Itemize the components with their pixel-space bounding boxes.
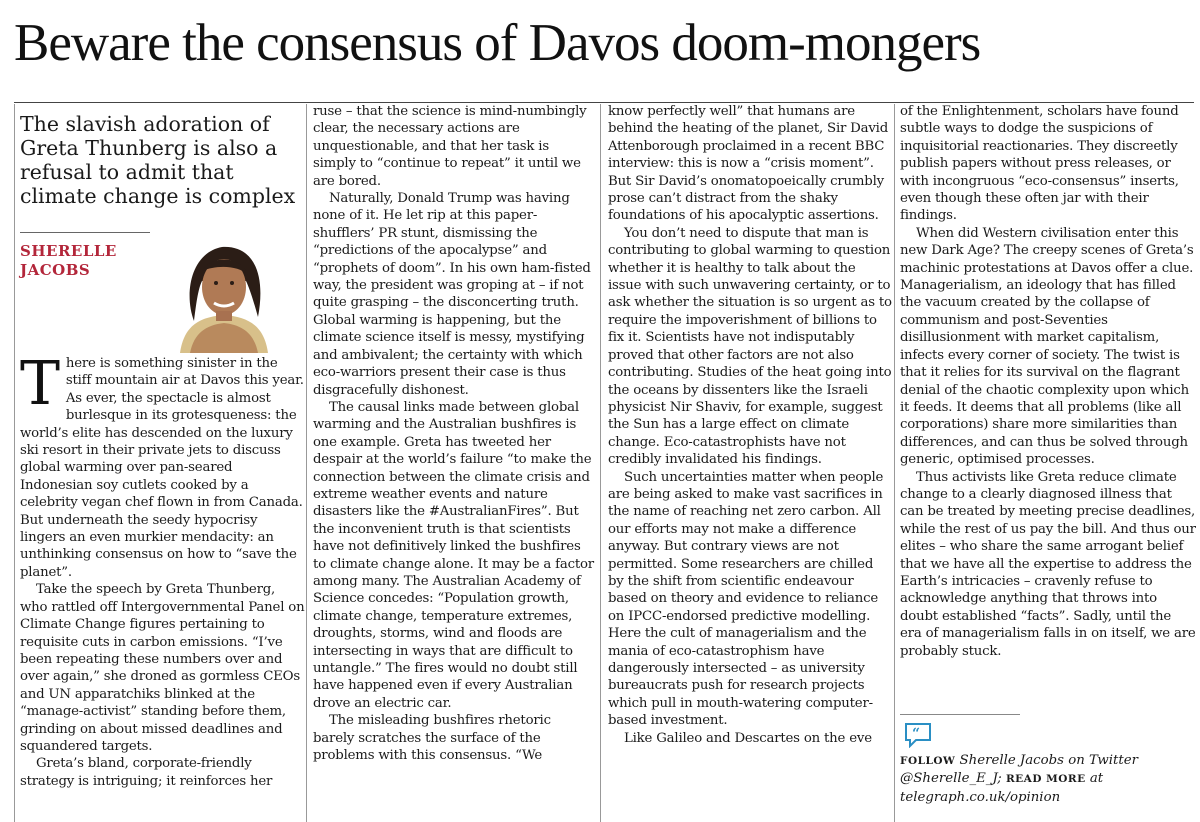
article-column-2 [313, 103, 595, 764]
column-divider [306, 104, 307, 822]
paragraph: Thus activists like Greta reduce climate change to a clearly diagnosed illness that can be treated by meeting precise deadlines, while the rest of us pay the bill. And thus our elites – who share the same arrogant belief that we have all the expertise to address the Earth’s intricacies – cravenly refuse to acknowledge anything that throws into doubt established “facts”. Sadly, until the era of managerialism falls in on itself, we are probably stuck. [900, 469, 1196, 659]
byline [20, 242, 140, 280]
paragraph: The causal links made between global warming and the Australian bushfires is one example. Greta has tweeted her despair at the world’s failure “to make the connection between the climate crisis and extreme weather events and nature disasters like the #AustralianFires”. But the inconvenient truth is that scientists have not definitively linked the bushfires to climate change alone. It may be a factor among many. The Australian Academy of Science concedes: “Population growth, climate change, temperature extremes, droughts, storms, wind and floods are intersecting in ways that are difficult to untangle.” The fires would no doubt still have happened even if every Australian drove an electric car. [313, 399, 594, 711]
paragraph: When did Western civilisation enter this new Dark Age? The creepy scenes of Greta’s machinic protestations at Davos offer a clue. Managerialism, an ideology that has filled the vacuum created by the collapse of communism and post-Seventies disillusionment with market capitalism, infects every corner of society. The twist is that it relies for its survival on the flagrant denial of the chaotic complexity upon which it feeds. It deems that all problems (like all corporations) share more similarities than differences, and can thus be solved through generic, optimised processes. [900, 225, 1194, 468]
drop-cap: T [20, 349, 60, 419]
article-column-3 [608, 103, 892, 747]
paragraph: Take the speech by Greta Thunberg, who rattled off Intergovernmental Panel on Climate Change figures pertaining to requisite cuts in carbon emissions. “I’ve been repeating these numbers over and over again,” she droned as gormless CEOs and UN apparatchiks blinked at the “manage-activist” standing before them, grinding on about missed deadlines and squandered targets. [20, 582, 305, 754]
standfirst: The slavish adoration of Greta Thunberg is also a refusal to admit that climate change is complex [20, 112, 296, 208]
paragraph: Such uncertainties matter when people are being asked to make vast sacrifices in the name of reaching net zero carbon. All our efforts may not make a difference anyway. But contrary views are not permitted. Some researchers are chilled by the shift from scientific endeavour based on theory and evidence to reliance on IPCC-endorsed predictive modelling. Here the cult of managerialism and the mania of eco-catastrophism have dangerously intersected – as university bureaucrats push for research projects which pull in mouth-watering computer-based investment. [608, 469, 884, 729]
follow-rule [900, 714, 1020, 715]
read-more-label: READ MORE [1005, 773, 1086, 786]
read-more-at: at [1089, 771, 1104, 787]
paragraph: The misleading bushfires rhetoric barely scratches the surface of the problems with this consensus. “We [313, 713, 551, 764]
headline: Beware the consensus of Davos doom-mongers [14, 14, 981, 72]
opinion-link[interactable]: telegraph.co.uk/opinion [900, 789, 1061, 805]
paragraph: Like Galileo and Descartes on the eve [624, 730, 872, 746]
follow-line [900, 752, 1196, 806]
column-divider [14, 104, 15, 822]
column-divider [600, 104, 601, 822]
twitter-handle[interactable]: @Sherelle_E_J; [900, 771, 1002, 787]
byline-first-name: SHERELLE [20, 242, 117, 260]
paragraph: of the Enlightenment, scholars have found subtle ways to dodge the suspicions of inquisitorial reactionaries. They discreetly publish papers without press releases, or with incongruous “eco-consensus” inserts, even though these often jar with their findings. [900, 104, 1179, 224]
svg-text:“: “ [912, 726, 921, 742]
author-photo [150, 225, 298, 353]
paragraph: You don’t need to dispute that man is contributing to global warming to question whether it is healthy to talk about the issue with such unwavering certainty, or to ask whether the situation is so urgent as to require the impoverishment of billions to fix it. Scientists have not indisputably proved that other factors are not also contributing. Studies of the heat going into the oceans by dissenters like the Israeli physicist Nir Shaviv, for example, suggest the Sun has a large effect on climate change. Eco-catastrophists have not credibly invalidated his findings. [608, 225, 892, 468]
paragraph: know perfectly well” that humans are behind the heating of the planet, Sir David Attenborough proclaimed in a recent BBC interview: this is now a “crisis moment”. But Sir David’s onomatopoeically crumbly prose can’t distract from the shaky foundations of his apocalyptic assertions. [608, 104, 889, 224]
article-column-4 [900, 103, 1196, 660]
paragraph: Greta’s bland, corporate-friendly strategy is intriguing; it reinforces her [20, 756, 273, 789]
paragraph: ruse – that the science is mind-numbingly clear, the necessary actions are unquestionable, and that her task is simply to “continue to repeat” it until we are bored. [313, 104, 587, 189]
article-column-1 [20, 349, 306, 790]
byline-last-name: JACOBS [20, 261, 91, 279]
follow-author: Sherelle Jacobs on Twitter [959, 753, 1138, 768]
paragraph: Naturally, Donald Trump was having none of it. He let rip at this paper-shufflers’ PR stunt, dismissing the “predictions of the apocalypse” and “prophets of doom”. In his own ham-fisted way, the president was groping at – if not quite grasping – the disconcerting truth. Global warming is happening, but the climate science itself is messy, mystifying and ambivalent; the certainty with which eco-warriors present their case is thus disgracefully dishonest. [313, 191, 591, 398]
quote-bubble-icon [904, 722, 932, 748]
follow-label: FOLLOW [900, 755, 956, 767]
paragraph: here is something sinister in the stiff mountain air at Davos this year. As ever, the spectacle is almost burlesque in its grotesqueness: the world’s elite has descended on the luxury ski resort in their private jets to discuss global warming over pan-seared Indonesian soy cutlets cooked by a celebrity vegan chef flown in from Canada. But underneath the seedy hypocrisy lingers an even murkier mendacity: an unthinking consensus on how to “save the planet”. [20, 356, 304, 580]
column-divider [894, 104, 895, 822]
